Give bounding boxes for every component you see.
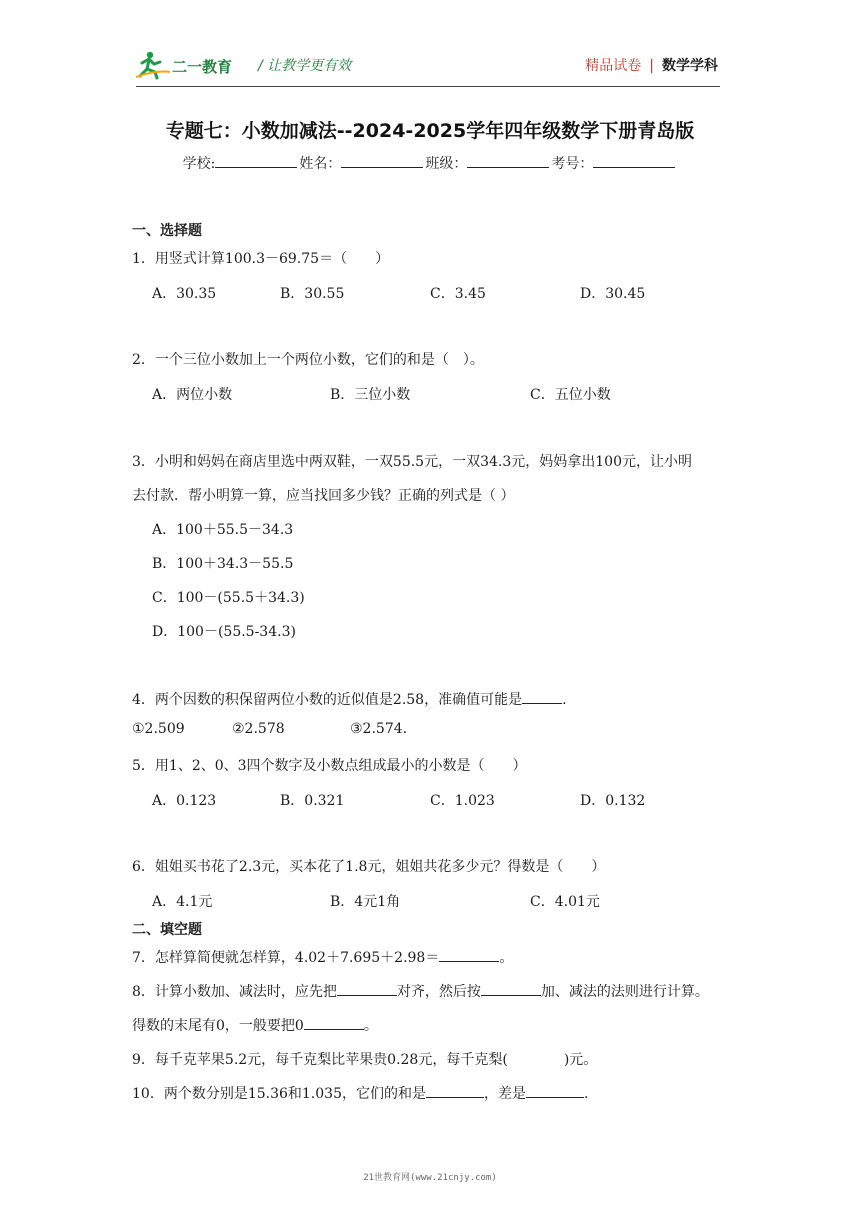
header-tags [585, 55, 718, 75]
school-blank[interactable] [215, 153, 297, 168]
q2-option-a[interactable]: A．两位小数 [152, 387, 233, 403]
page-header [0, 0, 860, 92]
q2-option-b[interactable]: B．三位小数 [330, 387, 411, 403]
runner-icon [136, 52, 170, 78]
q8-blank-3[interactable] [304, 1016, 364, 1030]
q1-stem: 1．用竖式计算100.3－69.75＝（ ） [132, 251, 390, 267]
logo [136, 50, 244, 80]
q4-stem-end: . [562, 692, 567, 708]
q3-stem-line1: 3．小明和妈妈在商店里选中两双鞋，一双55.5元，一双34.3元，妈妈拿出100元，让小明 [132, 454, 692, 470]
slogan: / 让教学更有效 [258, 58, 352, 74]
q2-option-c[interactable]: C．五位小数 [530, 387, 611, 403]
tag-subject: 数学学科 [662, 58, 718, 74]
q8-text-e: 。 [363, 1018, 378, 1034]
tag-separator: | [649, 58, 654, 74]
q10-text-b: ，差是 [483, 1086, 526, 1102]
q4-option-2[interactable]: ②2.578 [232, 721, 285, 737]
section-fill: 二、填空题 [132, 922, 202, 938]
name-blank[interactable] [341, 153, 423, 168]
q5-option-a[interactable]: A．0.123 [152, 793, 217, 809]
page-title: 专题七：小数加减法--2024-2025学年四年级数学下册青岛版 [165, 120, 695, 142]
q7-answer-blank[interactable] [439, 948, 499, 962]
q3-option-a[interactable]: A．100＋55.5－34.3 [152, 522, 294, 538]
exam-no-label: 考号： [551, 156, 594, 172]
header-divider [136, 86, 720, 87]
q6-option-c[interactable]: C．4.01元 [530, 894, 600, 910]
student-info [0, 153, 860, 173]
q6-option-b[interactable]: B．4元1角 [330, 894, 401, 910]
class-blank[interactable] [467, 153, 549, 168]
q1-option-c[interactable]: C．3.45 [430, 286, 486, 302]
q8-text-a: 8．计算小数加、减法时，应先把 [132, 984, 337, 1000]
q6-stem: 6．姐姐买书花了2.3元，买本花了1.8元，姐姐共花多少元？得数是（ ） [132, 859, 606, 875]
q4-option-3[interactable]: ③2.574. [350, 721, 408, 737]
q3-option-d[interactable]: D．100－(55.5-34.3) [152, 624, 296, 640]
name-label: 姓名： [299, 156, 342, 172]
svg-text:二一教育: 二一教育 [172, 58, 233, 76]
q6-option-a[interactable]: A．4.1元 [152, 894, 213, 910]
q8-stem-line1 [132, 981, 709, 1001]
q3-option-c[interactable]: C．100－(55.5＋34.3) [152, 590, 305, 606]
q4-option-1[interactable]: ①2.509 [132, 721, 185, 737]
school-label: 学校: [182, 156, 216, 172]
q4-stem [132, 689, 567, 709]
q2-stem: 2．一个三位小数加上一个两位小数，它们的和是（ ）。 [132, 352, 484, 368]
q7-stem [132, 947, 513, 967]
q5-option-c[interactable]: C．1.023 [430, 793, 495, 809]
q10-text-c: . [583, 1086, 589, 1102]
q1-option-a[interactable]: A．30.35 [152, 286, 217, 302]
q8-stem-line2 [132, 1015, 378, 1035]
q8-text-b: 对齐，然后按 [396, 984, 481, 1000]
q3-stem-line2: 去付款．帮小明算一算，应当找回多少钱？正确的列式是（ ） [132, 488, 515, 504]
q9-stem [132, 1049, 597, 1069]
page-footer: 21世教育网(www.21cnjy.com) [363, 1173, 497, 1183]
q8-blank-2[interactable] [481, 982, 541, 996]
q5-stem: 5．用1、2、0、3四个数字及小数点组成最小的小数是（ ） [132, 758, 527, 774]
q1-option-b[interactable]: B．30.55 [280, 286, 345, 302]
q10-blank-sum[interactable] [426, 1084, 484, 1098]
q4-answer-blank[interactable] [522, 690, 562, 704]
q4-stem-text: 4．两个因数的积保留两位小数的近似值是2.58，准确值可能是 [132, 692, 523, 708]
q8-text-c: 加、减法的法则进行计算。 [540, 984, 709, 1000]
exam-no-blank[interactable] [593, 153, 675, 168]
q1-option-d[interactable]: D．30.45 [580, 286, 646, 302]
class-label: 班级： [425, 156, 468, 172]
tag-premium: 精品试卷 [585, 58, 642, 74]
q10-blank-diff[interactable] [526, 1084, 584, 1098]
q9-end: )元。 [563, 1052, 598, 1068]
q3-option-b[interactable]: B．100＋34.3－55.5 [152, 556, 294, 572]
q5-option-d[interactable]: D．0.132 [580, 793, 646, 809]
q10-text-a: 10．两个数分别是15.36和1.035，它们的和是 [132, 1086, 426, 1102]
q8-blank-1[interactable] [337, 982, 397, 996]
q9-text: 9．每千克苹果5.2元，每千克梨比苹果贵0.28元，每千克梨( [132, 1052, 508, 1068]
section-choice: 一、选择题 [132, 223, 202, 239]
q5-option-b[interactable]: B．0.321 [280, 793, 345, 809]
q10-stem [132, 1083, 588, 1103]
q7-text: 7．怎样算简便就怎样算，4.02＋7.695＋2.98＝ [132, 950, 440, 966]
q7-end: 。 [499, 950, 514, 966]
q8-text-d: 得数的末尾有0，一般要把0 [132, 1018, 304, 1034]
